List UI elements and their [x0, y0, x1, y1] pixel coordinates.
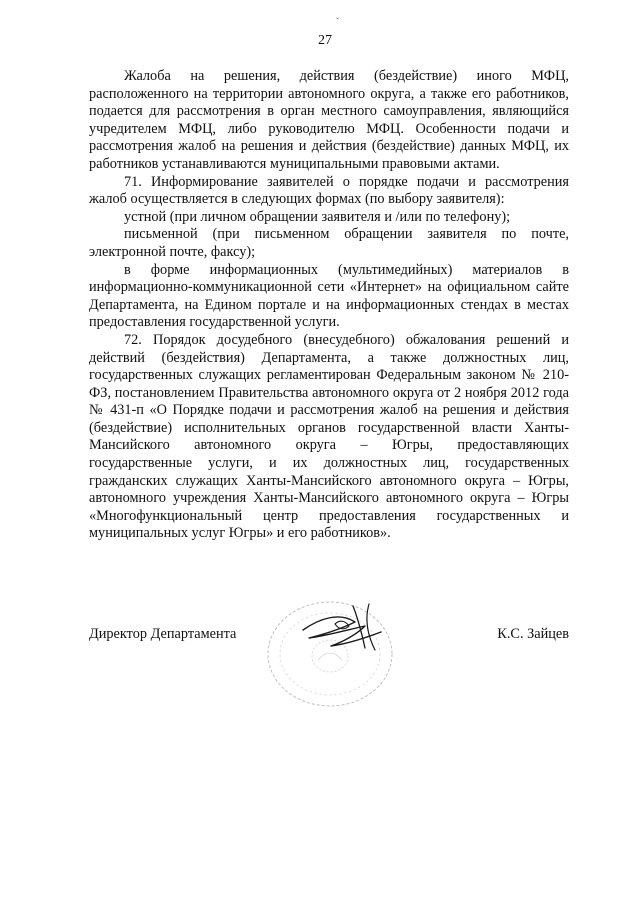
- scan-speck: ˇ: [336, 16, 339, 26]
- paragraph-oral: устной (при личном обращении заявителя и /или по телефону);: [124, 208, 511, 225]
- document-body: [89, 68, 569, 543]
- page-number: 27: [318, 33, 332, 48]
- paragraph-72: 72. Порядок досудебного (внесудебного) обжалования решений и действий (бездействия) Департамента, а также должностных лиц, государственных служащих регламентирован Федеральным законом № 210-ФЗ, постановлением Правительства автономного округа от 2 ноября 2012 года № 431-п «О Порядке подачи и рассмотрения жалоб на решения и действия (бездействие) исполнительных органов государственной власти Ханты-Мансийского автономного округа – Югры, предоставляющих государственные услуги, и их должностных лиц, государственных гражданских служащих Ханты-Мансийского автономного округа – Югры, автономного учреждения Ханты-Мансийского автономного округа – Югры «Многофункциональный центр предоставления государственных и муниципальных услуг Югры» и его работников».: [89, 331, 569, 542]
- signatory-name: К.С. Зайцев: [497, 626, 569, 642]
- paragraph-written: письменной (при письменном обращении заявителя по почте, электронной почте, факсу);: [89, 226, 569, 260]
- paragraph-multimedia: в форме информационных (мультимедийных) материалов в информационно-коммуникационной сети «Интернет» на официальном сайте Департамента, на Едином портале и на информационных стендах в местах предоставления государственной услуги.: [89, 261, 569, 331]
- paragraph-complaint-mfc: Жалоба на решения, действия (бездействие) иного МФЦ, расположенного на территории автономного округа, а также его работников, подается для рассмотрения в орган местного самоуправления, являющийся учредителем МФЦ, либо руководителю МФЦ. Особенности подачи и рассмотрения жалоб на решения и действия (бездействие) данных МФЦ, их работников устанавливаются муниципальными правовыми актами.: [89, 68, 569, 172]
- signatory-title: Директор Департамента: [89, 626, 237, 642]
- signature-block: [89, 626, 569, 646]
- paragraph-71: 71. Информирование заявителей о порядке подачи и рассмотрения жалоб осуществляется в следующих формах (по выбору заявителя):: [89, 173, 569, 208]
